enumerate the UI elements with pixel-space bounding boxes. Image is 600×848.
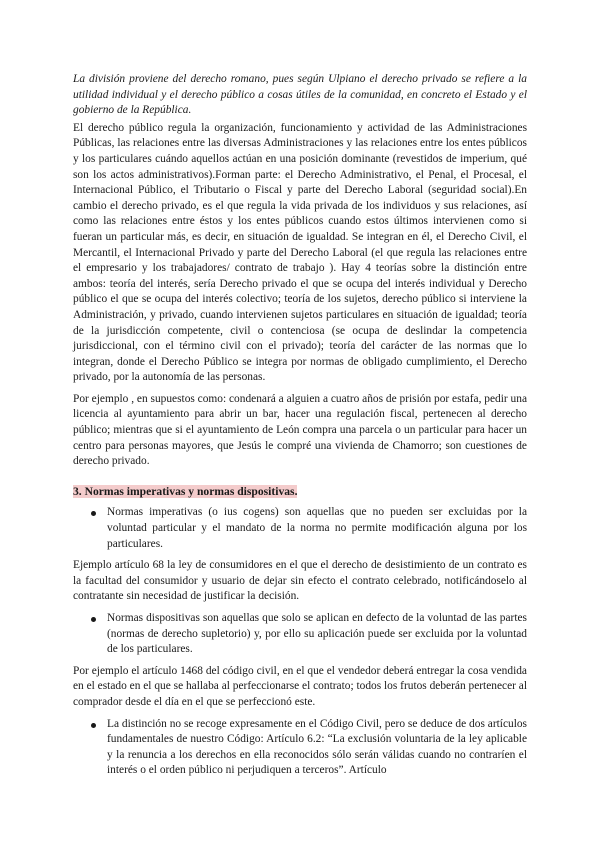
intro-paragraph: La división proviene del derecho romano, pues según Ulpiano el derecho privado se refiere a la utilidad individual y el derecho público a cosas útiles de la comunidad, en concreto el Estado y el gobierno de la República.: [73, 73, 527, 117]
section-title: 3. Normas imperativas y normas dispositivas.: [73, 484, 298, 498]
document-page: [73, 72, 527, 785]
bullet-list-distinction: [73, 717, 527, 779]
paragraph-examples: Por ejemplo , en supuestos como: condenará a alguien a cuatro años de prisión por estafa, pedir una licencia al ayuntamiento para abrir un bar, hacer una regulación fiscal, pertenecen al derecho público; mientras que si el ayuntamiento de León compra una parcela o un particular para hacer un centro para personas mayores, que Jesús le compré una vivienda de Chamorro; son cuestiones de derecho privado.: [73, 392, 527, 468]
bullet-dot-icon: [91, 723, 96, 728]
bullet-list-dispositive: [73, 611, 527, 658]
bullet-text-dispositive: Normas dispositivas son aquellas que solo se aplican en defecto de la voluntad de las partes (normas de derecho supletorio) y, por ello su aplicación puede ser excluida por la voluntad de los particulares.: [107, 612, 527, 656]
paragraph-example-article-68: Ejemplo artículo 68 la ley de consumidores en el que el derecho de desistimiento de un contrato es la facultad del consumidor y usuario de dejar sin efecto el contrato celebrado, notificándoselo al contratante sin necesidad de justificar la decisión.: [73, 559, 527, 603]
bullet-dot-icon: [91, 617, 96, 622]
bullet-dot-icon: [91, 511, 96, 516]
paragraph-example-article-1468: Por ejemplo el artículo 1468 del código civil, en el que el vendedor deberá entregar la cosa vendida en el estado en el que se hallaba al perfeccionarse el contrato; todos los frutos deberán pertenecer al comprador desde el día en el que se perfeccionó este.: [73, 664, 527, 708]
bullet-list-imperative: [73, 505, 527, 552]
bullet-text-distinction: La distinción no se recoge expresamente en el Código Civil, pero se deduce de dos artículos fundamentales de nuestro Código: Artículo 6.2: “La exclusión voluntaria de la ley aplicable y la renuncia a los derechos en ella reconocidos sólo serán válidas cuando no contraríen el interés o el orden público ni perjudiquen a terceros”. Artículo: [107, 717, 527, 777]
list-item: [73, 611, 527, 658]
bullet-text-imperative: Normas imperativas (o ius cogens) son aquellas que no pueden ser excluidas por la voluntad particular y el mandato de la norma no permite modificación alguna por los particulares.: [107, 506, 527, 550]
list-item: [73, 717, 527, 779]
paragraph-public-private-law: El derecho público regula la organización, funcionamiento y actividad de las Administraciones Públicas, las relaciones entre las diversas Administraciones y las relaciones entre los entes públicos y los particulares cuándo aquellos actúan en una posición dominante (revestidos de imperium, qué son los actos administrativos).Forman parte: el Derecho Administrativo, el Penal, el Procesal, el Internacional Público, el Tributario o Fiscal y parte del Derecho Laboral (seguridad social).En cambio el derecho privado, es el que regula la vida privada de los individuos y sus relaciones, así como las relaciones entre éstos y los entes públicos cuando estos últimos intervienen como si fueran un particular más, es decir, en situación de igualdad. Se integran en él, el Derecho Civil, el Mercantil, el Internacional Privado y parte del Derecho Laboral (el que regula las relaciones entre el empresario y los trabajadores/ contrato de trabajo ). Hay 4 teorías sobre la distinción entre ambos: teoría del interés, sería Derecho privado el que se ocupa del interés individual y Derecho público el que se ocupa del interés colectivo; teoría de los sujetos, derecho público si interviene la Administración, y privado, cuando intervienen sujetos particulares en situación de igualdad; teoría de la jurisdicción competente, civil o contenciosa (se ocupa de deslindar la competencia jurisdiccional, con el término civil con el privado); teoría del carácter de las normas que lo integran, donde el Derecho Público se integra por normas de obligado cumplimiento, el Derecho privado, por la autonomía de las personas.: [73, 121, 527, 384]
list-item: [73, 505, 527, 552]
